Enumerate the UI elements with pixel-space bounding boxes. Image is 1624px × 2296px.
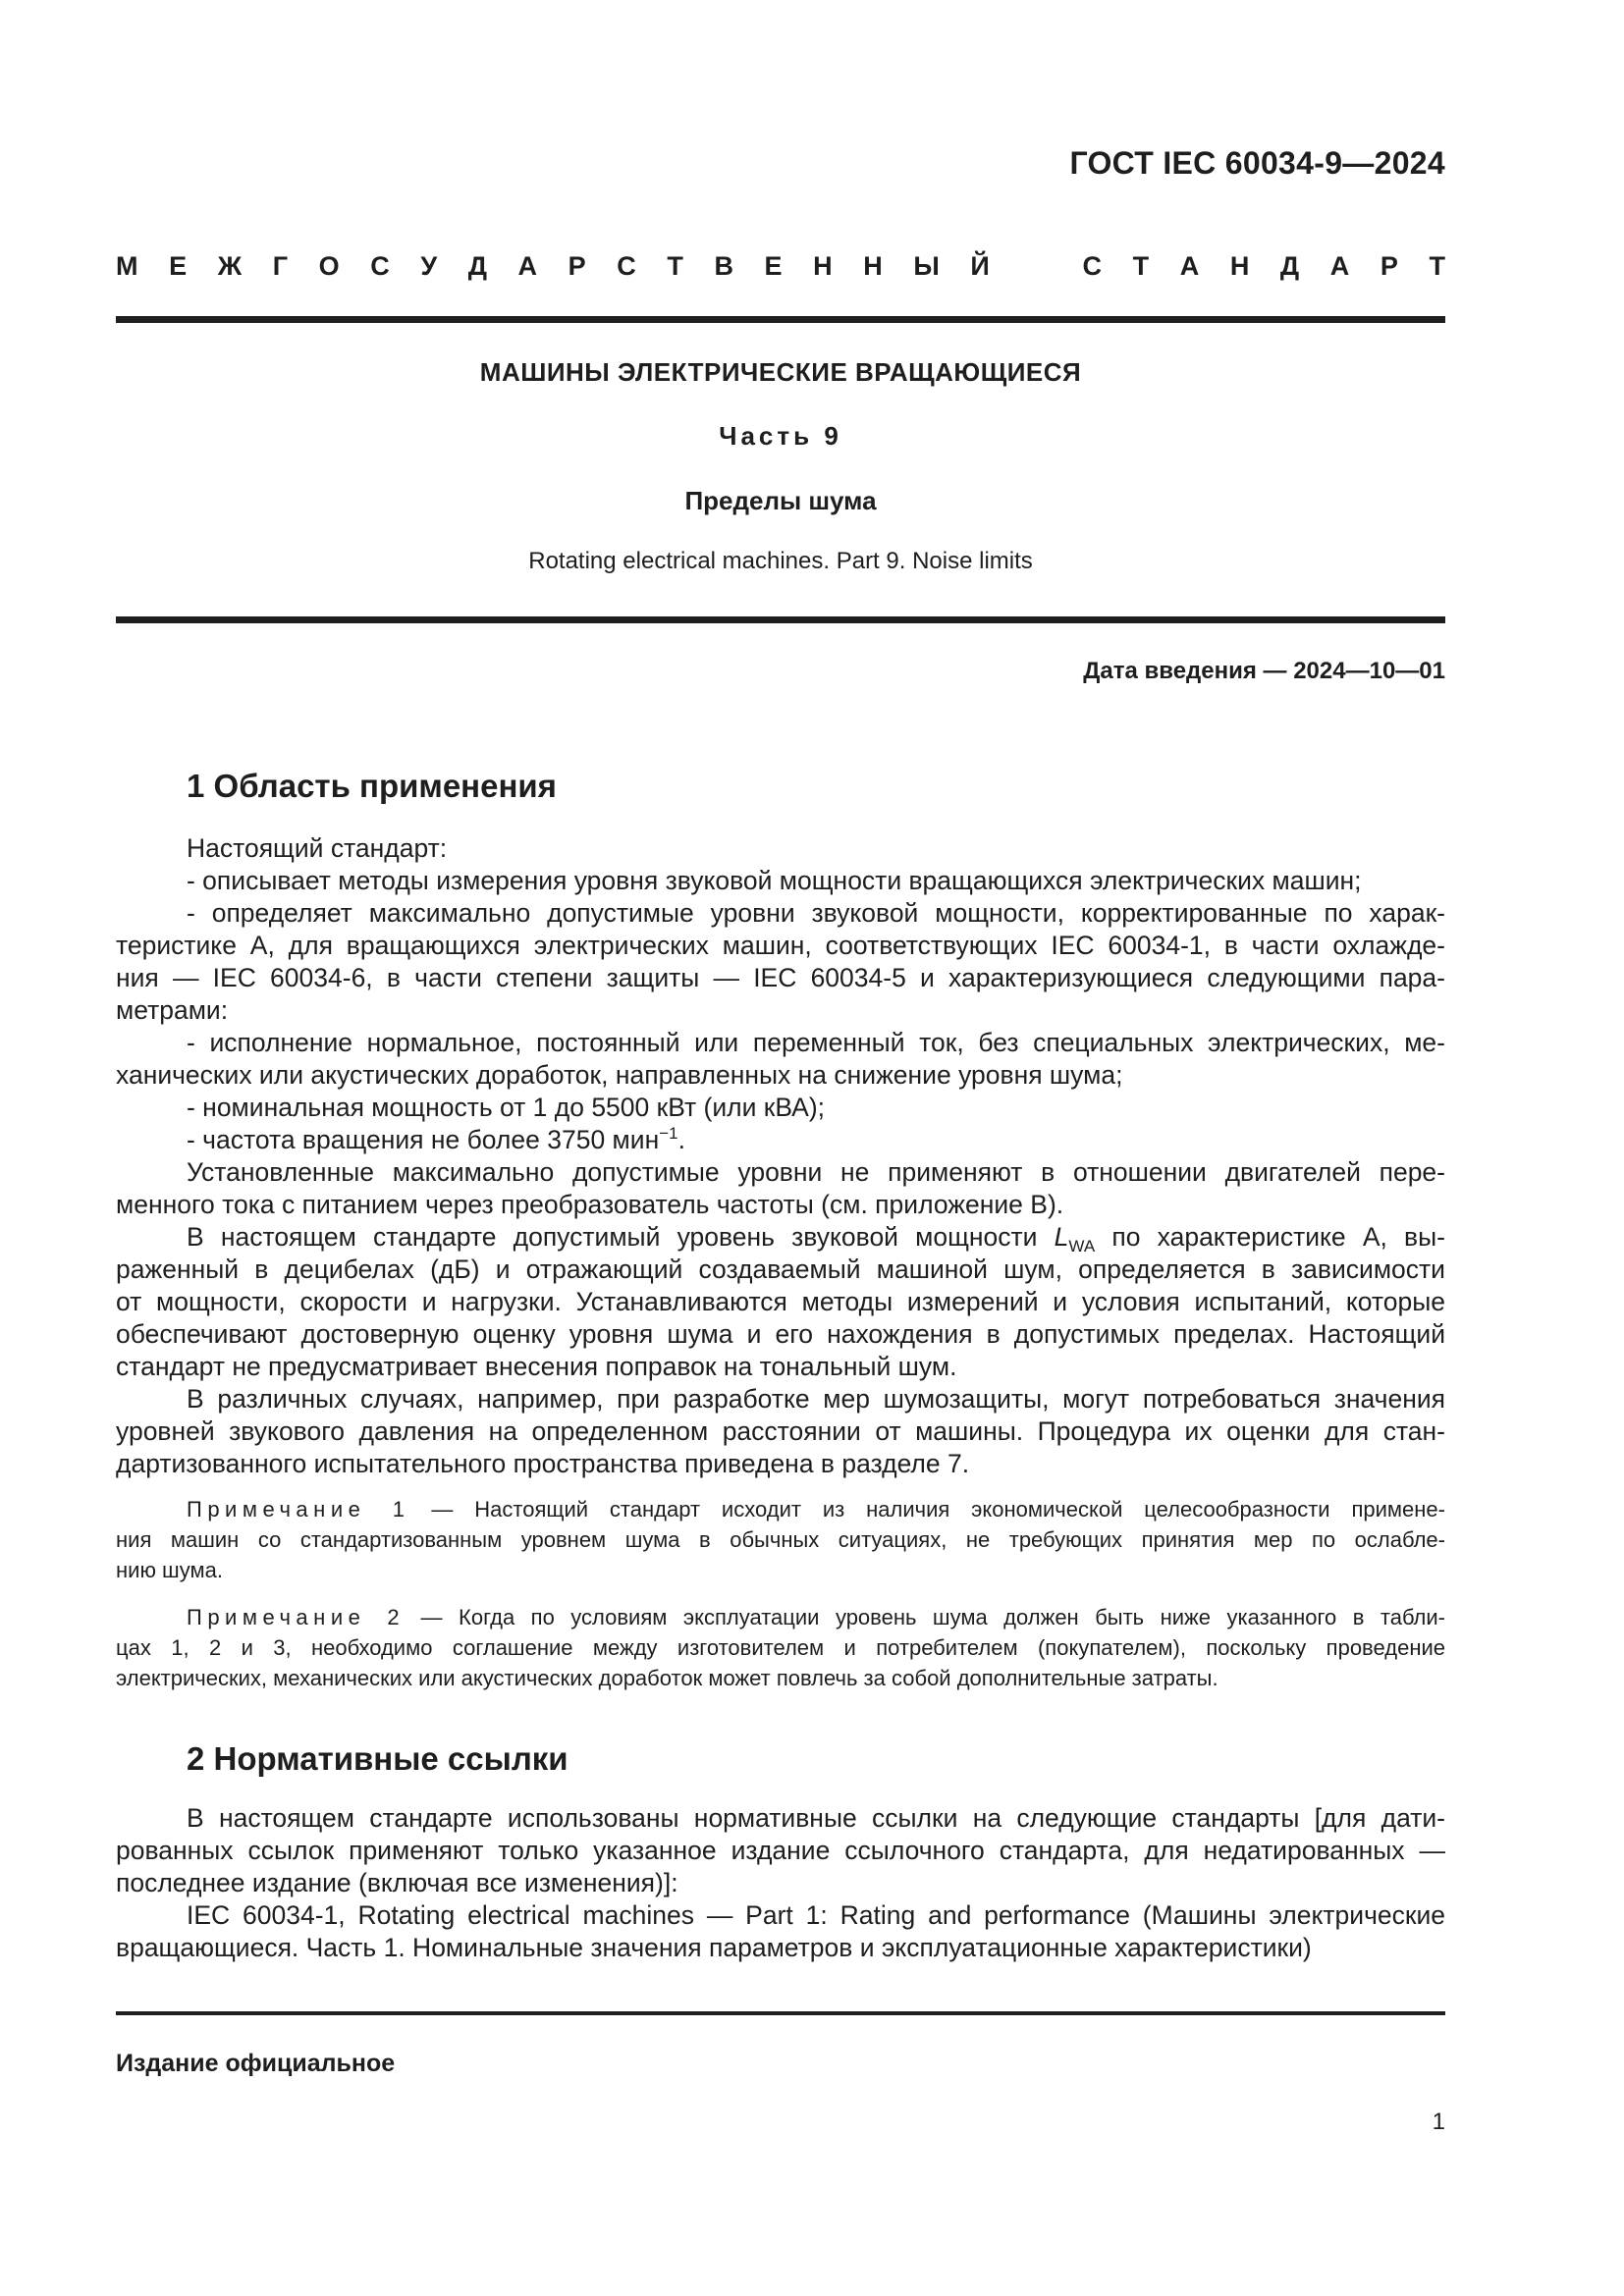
text-line: уровней звукового давления на определенном расстоянии от машины. Процедура их оценки для стан- (116, 1416, 1445, 1446)
text-line (116, 1494, 1445, 1524)
standard-type-letter: О (318, 251, 340, 281)
text-line: IEC 60034-1, Rotating electrical machines — Part 1: Rating and performance (Машины электрические (187, 1900, 1445, 1930)
document-title: МАШИНЫ ЭЛЕКТРИЧЕСКИЕ ВРАЩАЮЩИЕСЯ (479, 357, 1082, 387)
standard-type-letter: Т (667, 251, 683, 281)
text-fragment: В настоящем стандарте допустимый уровень звуковой мощности (187, 1222, 1055, 1252)
text-line (116, 1221, 1445, 1254)
text-line: стандарт не предусматривает внесения поправок на тональный шум. (116, 1352, 957, 1381)
standard-type-letter: Н (863, 251, 883, 281)
text-line: В настоящем стандарте использованы нормативные ссылки на следующие стандарты [для дати- (187, 1803, 1445, 1833)
note-label: Примечание 1 (187, 1497, 410, 1522)
text-line (116, 1124, 1445, 1156)
note-label: Примечание 2 (187, 1605, 406, 1629)
standard-type-letter: Н (1229, 251, 1250, 281)
standard-type-letter: М (116, 251, 138, 281)
standard-type-letter: А (517, 251, 538, 281)
standard-type-letter: А (1179, 251, 1200, 281)
note-1 (116, 1494, 1445, 1585)
text-line: В различных случаях, например, при разработке мер шумозащиты, могут потребоваться значения (187, 1384, 1445, 1414)
standard-type-heading (116, 251, 1445, 282)
subscript: WA (1068, 1237, 1096, 1254)
standard-type-letter: Г (272, 251, 289, 281)
section-heading: 1 Область применения (187, 768, 557, 804)
text-fragment: — Настоящий стандарт исходит из наличия экономической целесообразности примене- (409, 1497, 1445, 1522)
text-line: Настоящий стандарт: (187, 833, 448, 863)
footer-divider (116, 2011, 1445, 2015)
text-line: дартизованного испытательного пространства приведена в разделе 7. (116, 1449, 970, 1478)
text-line: раженный в децибелах (дБ) и отражающий создаваемый машиной шум, определяется в зависимости (116, 1255, 1445, 1284)
symbol: L (1054, 1222, 1069, 1252)
text-line: менного тока с питанием через преобразователь частоты (см. приложение В). (116, 1190, 1064, 1219)
header-divider (116, 316, 1445, 323)
standard-type-letter: У (420, 251, 438, 281)
text-line: - номинальная мощность от 1 до 5500 кВт (или кВА); (187, 1093, 826, 1122)
section-heading: 2 Нормативные ссылки (187, 1740, 568, 1777)
standard-type-letter: Т (1132, 251, 1150, 281)
standard-type-letter: С (1082, 251, 1103, 281)
text-line: ния машин со стандартизованным уровнем шума в обычных ситуациях, не требующих принятия мер по ослабле- (116, 1527, 1445, 1552)
standard-type-letter: С (370, 251, 390, 281)
standard-type-letter: Н (813, 251, 833, 281)
section-body (116, 832, 1445, 1480)
standard-type-letter: Ы (913, 251, 940, 281)
text-fragment: - частота вращения не более 3750 мин (187, 1125, 660, 1154)
text-line: вращающиеся. Часть 1. Номинальные значения параметров и эксплуатационные характеристики) (116, 1933, 1312, 1962)
text-line: обеспечивают достоверную оценку уровня шума и его нахождения в допустимых пределах. Настоящий (116, 1319, 1445, 1349)
document-code: ГОСТ IEC 60034-9—2024 (1069, 145, 1445, 181)
text-line: - исполнение нормальное, постоянный или переменный ток, без специальных электрических, ме- (187, 1028, 1445, 1057)
text-line: цах 1, 2 и 3, необходимо соглашение между изготовителем и потребителем (покупателем), поскольку проведение (116, 1635, 1445, 1660)
introduction-date: Дата введения — 2024—10—01 (1083, 658, 1445, 684)
text-line: ханических или акустических доработок, направленных на снижение уровня шума; (116, 1060, 1123, 1090)
text-line: последнее издание (включая все изменения)]: (116, 1868, 678, 1897)
standard-type-letter: Д (1279, 251, 1300, 281)
standard-type-letter: В (714, 251, 733, 281)
text-fragment: — Когда по условиям эксплуатации уровень шума должен быть ниже указанного в табли- (405, 1605, 1445, 1629)
standard-type-letter: Р (568, 251, 586, 281)
standard-type-letter: А (1329, 251, 1350, 281)
text-line: рованных ссылок применяют только указанное издание ссылочного стандарта, для недатированных — (116, 1836, 1445, 1865)
document-subtitle: Пределы шума (684, 486, 877, 515)
text-line: электрических, механических или акустических доработок может повлечь за собой дополнительные затраты. (116, 1666, 1218, 1690)
section-body (116, 1802, 1445, 1964)
text-line: - определяет максимально допустимые уровни звуковой мощности, корректированные по харак- (187, 898, 1445, 928)
text-line: от мощности, скорости и нагрузки. Устанавливаются методы измерений и условия испытаний, которые (116, 1287, 1445, 1316)
standard-type-letter: Й (970, 251, 990, 281)
text-fragment: . (677, 1125, 685, 1154)
text-line: теристике А, для вращающихся электрических машин, соответствующих IEC 60034-1, в части охлажде- (116, 931, 1445, 960)
superscript: −1 (659, 1124, 678, 1143)
text-line: нию шума. (116, 1558, 223, 1582)
page-number: 1 (1432, 2109, 1445, 2135)
note-2 (116, 1602, 1445, 1693)
text-line: Установленные максимально допустимые уровни не применяют в отношении двигателей пере- (187, 1157, 1445, 1187)
document-part: Часть 9 (719, 421, 842, 451)
title-divider (116, 616, 1445, 623)
english-title: Rotating electrical machines. Part 9. Noise limits (528, 548, 1033, 574)
standard-type-letter: Р (1380, 251, 1398, 281)
standard-type-letter: Д (467, 251, 487, 281)
standard-type-letter: С (617, 251, 636, 281)
text-line: ния — IEC 60034-6, в части степени защиты — IEC 60034-5 и характеризующиеся следующими пара- (116, 963, 1445, 992)
standard-type-letter: Ж (217, 251, 243, 281)
text-line (116, 1602, 1445, 1632)
text-line: метрами: (116, 995, 229, 1025)
standard-type-letter: Т (1429, 251, 1445, 281)
text-line: - описывает методы измерения уровня звуковой мощности вращающихся электрических машин; (187, 866, 1362, 895)
edition-label: Издание официальное (116, 2050, 396, 2077)
text-fragment: по характеристике А, вы- (1095, 1222, 1445, 1252)
standard-type-letter: Е (169, 251, 188, 281)
standard-type-letter: Е (764, 251, 783, 281)
